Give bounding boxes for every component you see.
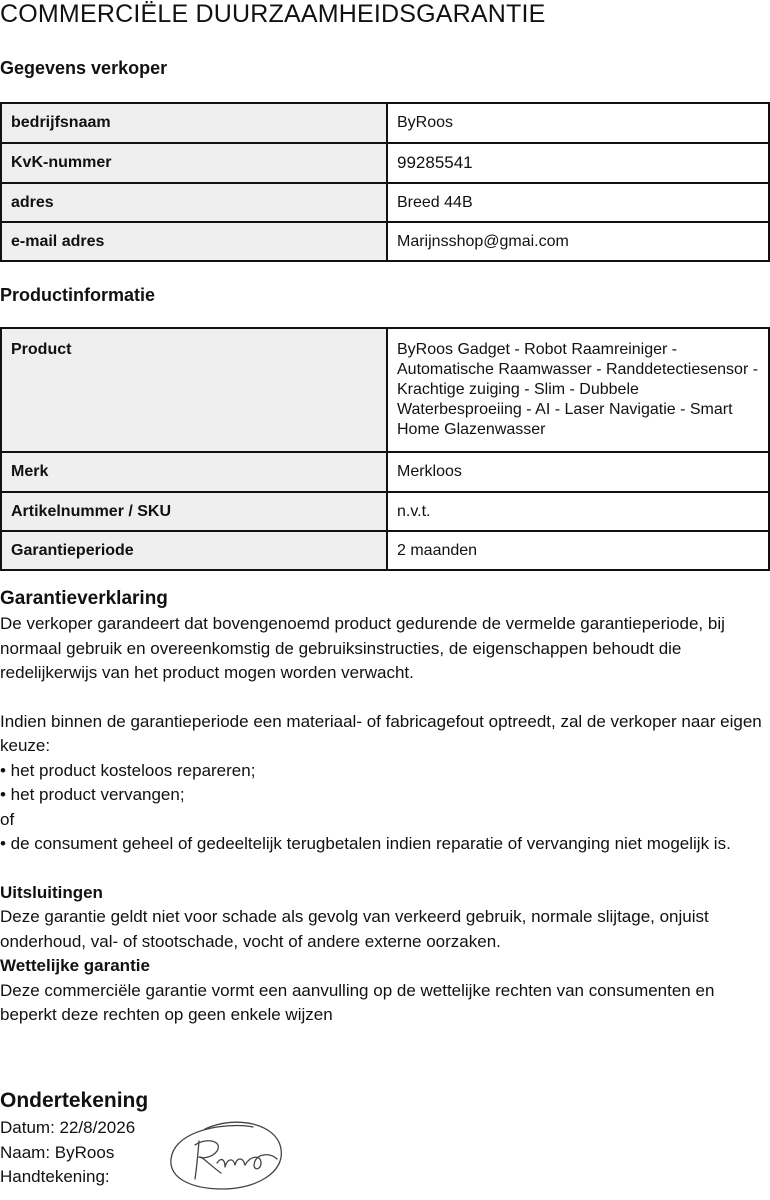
product-label-sku: Artikelnummer / SKU: [1, 492, 387, 531]
warranty-option-refund: • de consument geheel of gedeeltelijk terugbetalen indien reparatie of vervanging niet mogelijk is.: [0, 834, 731, 853]
product-value-period: 2 maanden: [387, 531, 769, 570]
seller-label-kvk: KvK-nummer: [1, 143, 387, 183]
product-table: [0, 327, 770, 571]
exclusions-text: Deze garantie geldt niet voor schade als gevolg van verkeerd gebruik, normale slijtage, onjuist onderhoud, val- of stootschade, vocht of andere externe oorzaken.: [0, 907, 709, 951]
warranty-body: [0, 612, 770, 1028]
seller-label-address: adres: [1, 183, 387, 222]
product-label-period: Garantieperiode: [1, 531, 387, 570]
seller-table: [0, 102, 770, 262]
product-label-name: Product: [1, 328, 387, 452]
legal-text: Deze commerciële garantie vormt een aanvulling op de wettelijke rechten van consumenten en beperkt deze rechten op geen enkele wijzen: [0, 980, 715, 1024]
table-row: [1, 222, 769, 261]
warranty-paragraph-2: Indien binnen de garantieperiode een materiaal- of fabricagefout optreedt, zal de verkoper naar eigen keuze:: [0, 711, 762, 755]
product-label-brand: Merk: [1, 452, 387, 492]
seller-label-company: bedrijfsnaam: [1, 103, 387, 143]
seller-heading: Gegevens verkoper: [0, 58, 168, 78]
signing-signature-label: Handtekening:: [0, 1167, 110, 1186]
seller-value-company: ByRoos: [387, 103, 769, 143]
seller-value-address: Breed 44B: [387, 183, 769, 222]
document-title: COMMERCIËLE DUURZAAMHEIDSGARANTIE: [0, 0, 546, 28]
table-row: [1, 183, 769, 222]
signing-details: [0, 1116, 135, 1190]
signing-name: Naam: ByRoos: [0, 1142, 115, 1162]
table-row: [1, 328, 769, 452]
handwritten-signature: [165, 1115, 290, 1200]
product-heading: Productinformatie: [0, 285, 156, 305]
table-row: [1, 492, 769, 531]
table-row: [1, 143, 769, 183]
warranty-paragraph-1: De verkoper garandeert dat bovengenoemd product gedurende de vermelde garantieperiode, bij normaal gebruik en overeenkomstig de gebruiksinstructies, de eigenschappen behoudt die redelijkerwijs van het product mogen worden verwacht.: [0, 614, 725, 682]
exclusions-heading: Uitsluitingen: [0, 882, 103, 902]
table-row: [1, 452, 769, 492]
warranty-heading: Garantieverklaring: [0, 588, 168, 609]
warranty-option-replace: • het product vervangen;: [0, 785, 185, 804]
signing-date: Datum: 22/8/2026: [0, 1118, 136, 1137]
seller-value-kvk: 99285541: [387, 143, 769, 183]
table-row: [1, 531, 769, 570]
product-value-brand: Merkloos: [387, 452, 769, 492]
warranty-option-repair: • het product kosteloos repareren;: [0, 760, 256, 780]
legal-heading: Wettelijke garantie: [0, 956, 150, 975]
table-row: [1, 103, 769, 143]
warranty-or: of: [0, 809, 15, 829]
seller-value-email: Marijnsshop@gmai.com: [387, 222, 769, 261]
seller-label-email: e-mail adres: [1, 222, 387, 261]
signing-heading: Ondertekening: [0, 1089, 149, 1112]
product-value-name: ByRoos Gadget - Robot Raamreiniger - Automatische Raamwasser - Randdetectiesensor - Krachtige zuiging - Slim - Dubbele Waterbesproeiing - AI - Laser Navigatie - Smart Home Glazenwasser: [387, 328, 769, 452]
product-value-sku: n.v.t.: [387, 492, 769, 531]
